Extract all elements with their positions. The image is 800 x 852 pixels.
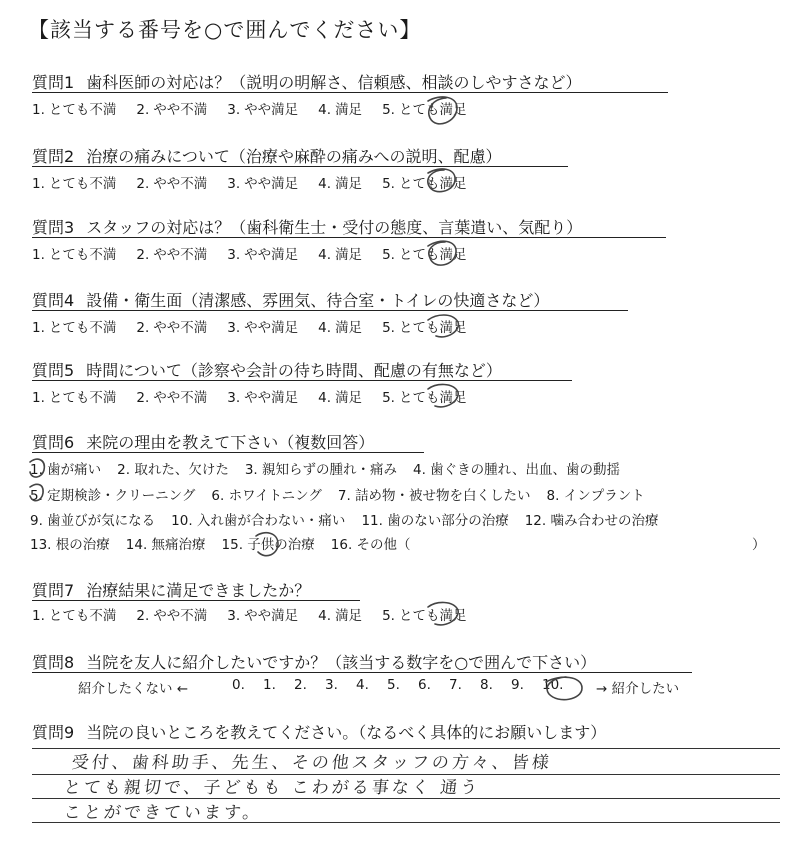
question-8: 質問8 当院を友人に紹介したいですか？（該当する数字を○で囲んで下さい）: [32, 653, 597, 672]
question-number: 質問1: [32, 73, 75, 92]
reason-option[interactable]: 3. 親知らずの腫れ・痛み: [244, 462, 398, 478]
reason-option[interactable]: 7. 詰め物・被せ物を白くしたい: [337, 488, 531, 504]
option-5[interactable]: 5. とても満足: [382, 102, 467, 118]
q2-options: [32, 172, 486, 192]
score-option[interactable]: 3.: [325, 677, 338, 693]
score-option[interactable]: 2.: [294, 677, 307, 693]
question-7: 質問7 治療結果に満足できましたか？: [32, 581, 311, 600]
reason-option[interactable]: 6. ホワイトニング: [211, 488, 322, 504]
reason-option[interactable]: 2. 取れた、欠けた: [117, 462, 229, 478]
q4-options: [32, 316, 486, 336]
option-4[interactable]: 4. 満足: [318, 390, 363, 406]
option-1[interactable]: 1. とても不満: [32, 176, 117, 192]
option-3[interactable]: 3. やや満足: [227, 608, 299, 624]
question-underline: [32, 166, 568, 167]
score-option[interactable]: 10.: [542, 677, 564, 693]
reason-option[interactable]: 10. 入れ歯が合わない・痛い: [171, 513, 346, 529]
option-5[interactable]: 5. とても満足: [382, 390, 467, 406]
option-5[interactable]: 5. とても満足: [382, 176, 467, 192]
option-4[interactable]: 4. 満足: [318, 176, 363, 192]
option-2[interactable]: 2. やや不満: [136, 320, 208, 336]
score-option[interactable]: 0.: [232, 677, 245, 693]
reason-option[interactable]: 12. 噛み合わせの治療: [524, 513, 659, 529]
option-1[interactable]: 1. とても不満: [32, 247, 117, 263]
question-1: [32, 70, 582, 93]
score-option[interactable]: 8.: [480, 677, 493, 693]
option-5[interactable]: 5. とても満足: [382, 608, 467, 624]
option-4[interactable]: 4. 満足: [318, 608, 363, 624]
question-underline: [32, 310, 628, 311]
option-4[interactable]: 4. 満足: [318, 320, 363, 336]
recommend-scale: [232, 677, 573, 693]
reason-option[interactable]: 9. 歯並びが気になる: [30, 513, 156, 529]
reason-option[interactable]: 14. 無痛治療: [125, 537, 206, 553]
reason-option[interactable]: 1. 歯が痛い: [30, 462, 102, 478]
option-3[interactable]: 3. やや満足: [227, 390, 299, 406]
other-close-paren: ）: [752, 537, 766, 553]
q5-options: [32, 386, 486, 406]
option-3[interactable]: 3. やや満足: [227, 320, 299, 336]
recommend-left-label: 紹介したくない ←: [78, 681, 189, 697]
option-1[interactable]: 1. とても不満: [32, 320, 117, 336]
q6-row-1: [30, 458, 636, 478]
option-5[interactable]: 5. とても満足: [382, 320, 467, 336]
handwritten-answer-line-2: とても親切で、子どもも こわがる事なく 通う: [62, 778, 482, 798]
option-5[interactable]: 5. とても満足: [382, 247, 467, 263]
q7-options: [32, 604, 486, 624]
question-4: 質問4 設備・衛生面（清潔感、雰囲気、待合室・トイレの快適さなど）: [32, 291, 550, 310]
question-underline: [32, 600, 360, 601]
score-option[interactable]: 6.: [418, 677, 431, 693]
handwritten-answer-line-3: ことができています。: [62, 803, 264, 823]
option-1[interactable]: 1. とても不満: [32, 608, 117, 624]
option-2[interactable]: 2. やや不満: [136, 102, 208, 118]
q3-options: [32, 243, 486, 263]
question-underline: [32, 92, 668, 93]
option-1[interactable]: 1. とても不満: [32, 390, 117, 406]
q6-row-3: [30, 509, 674, 529]
question-5: 質問5 時間について（診察や会計の待ち時間、配慮の有無など）: [32, 361, 502, 380]
q1-options: [32, 98, 486, 118]
recommend-right-label: → 紹介したい: [596, 681, 680, 697]
reason-option[interactable]: 11. 歯のない部分の治療: [361, 513, 509, 529]
option-3[interactable]: 3. やや満足: [227, 247, 299, 263]
q6-row-2: [30, 484, 661, 504]
option-4[interactable]: 4. 満足: [318, 247, 363, 263]
page-title: 【該当する番号を○で囲んでください】: [28, 18, 422, 42]
question-3: 質問3 スタッフの対応は？（歯科衛生士・受付の態度、言葉遣い、気配り）: [32, 218, 583, 237]
reason-option[interactable]: 13. 根の治療: [30, 537, 110, 553]
score-option[interactable]: 4.: [356, 677, 369, 693]
option-2[interactable]: 2. やや不満: [136, 390, 208, 406]
option-4[interactable]: 4. 満足: [318, 102, 363, 118]
option-3[interactable]: 3. やや満足: [227, 102, 299, 118]
option-1[interactable]: 1. とても不満: [32, 102, 117, 118]
question-underline: [32, 380, 572, 381]
question-underline: [32, 672, 692, 673]
option-2[interactable]: 2. やや不満: [136, 608, 208, 624]
reason-option[interactable]: 8. インプラント: [546, 488, 645, 504]
reason-option[interactable]: 4. 歯ぐきの腫れ、出血、歯の動揺: [413, 462, 620, 478]
reason-option[interactable]: 15. 子供の治療: [221, 537, 315, 553]
option-3[interactable]: 3. やや満足: [227, 176, 299, 192]
score-option[interactable]: 5.: [387, 677, 400, 693]
reason-option-other[interactable]: 16. その他（: [330, 537, 411, 553]
score-option[interactable]: 7.: [449, 677, 462, 693]
reason-option[interactable]: 5. 定期検診・クリーニング: [30, 488, 196, 504]
question-text: 歯科医師の対応は？（説明の明解さ、信頼感、相談のしやすさなど）: [86, 73, 582, 92]
score-option[interactable]: 9.: [511, 677, 524, 693]
q6-row-4: [30, 533, 427, 553]
question-9: 質問9 当院の良いところを教えてください。（なるべく具体的にお願いします）: [32, 723, 607, 742]
question-underline: [32, 237, 666, 238]
question-6: 質問6 来院の理由を教えて下さい（複数回答）: [32, 433, 375, 452]
score-option[interactable]: 1.: [263, 677, 276, 693]
option-2[interactable]: 2. やや不満: [136, 247, 208, 263]
question-underline: [32, 452, 424, 453]
question-2: 質問2 治療の痛みについて（治療や麻酔の痛みへの説明、配慮）: [32, 147, 502, 166]
handwritten-answer-line-1: 受付、歯科助手、先生、その他スタッフの方々、皆様: [70, 753, 553, 773]
option-2[interactable]: 2. やや不満: [136, 176, 208, 192]
